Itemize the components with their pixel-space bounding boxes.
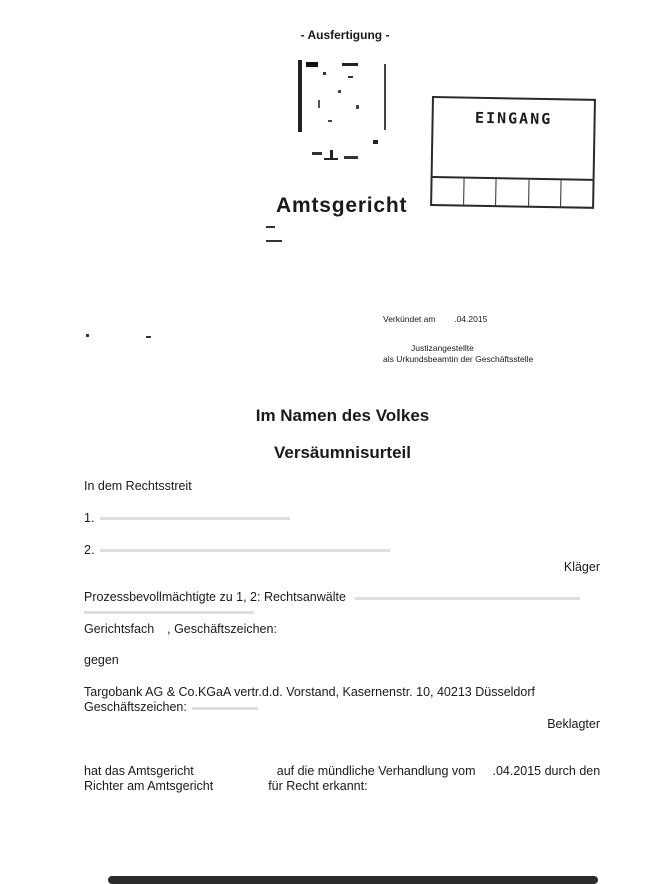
announcement-label: Verkündet am (383, 314, 436, 324)
decision-text: für Recht erkannt: (268, 779, 368, 793)
stamp-date-grid (432, 176, 592, 207)
party-2: 2. (84, 543, 95, 557)
copy-label: - Ausfertigung - (300, 28, 390, 42)
redaction-mark (192, 707, 258, 710)
redaction-mark (266, 226, 275, 228)
defendant-ref: Geschäftszeichen: (84, 700, 187, 714)
court-box-line (84, 622, 277, 636)
defendant-label: Beklagter (547, 717, 600, 731)
redaction-mark (86, 334, 89, 337)
court-box-ref: , Geschäftszeichen: (167, 622, 277, 636)
stamp-title: EINGANG (474, 108, 553, 129)
party-1: 1. (84, 511, 95, 525)
court-name: Amtsgericht (276, 194, 408, 217)
redaction-mark (266, 240, 282, 242)
clerk-block (383, 343, 533, 365)
redaction-mark (355, 597, 580, 600)
heading-im-namen: Im Namen des Volkes (255, 406, 430, 425)
announcement-date (383, 314, 487, 324)
decision-date: .04.2015 durch den (492, 764, 601, 778)
plaintiff-label: Kläger (563, 560, 600, 574)
clerk-role: Justizangestellte (411, 343, 474, 353)
decision-text: auf die mündliche Verhandlung vom (276, 764, 476, 778)
received-stamp (430, 96, 596, 209)
page-bottom-edge (108, 876, 598, 884)
redaction-mark (146, 336, 151, 338)
redaction-mark (84, 611, 254, 614)
redaction-mark (100, 549, 390, 552)
counsel-line: Prozessbevollmächtigte zu 1, 2: Rechtsanwälte (84, 590, 346, 604)
heading-versaeumnisurteil: Versäumnisurteil (273, 443, 411, 462)
versus-text: gegen (84, 653, 119, 667)
decision-text: Richter am Amtsgericht (84, 779, 214, 793)
decision-line-2 (84, 779, 368, 793)
intro-text: In dem Rechtsstreit (84, 479, 192, 493)
redaction-mark (100, 517, 290, 520)
clerk-role-line2: als Urkundsbeamtin der Geschäftsstelle (383, 354, 534, 364)
court-box-label: Gerichtsfach (84, 622, 155, 636)
defendant-name: Targobank AG & Co.KGaA vertr.d.d. Vorstand, Kasernenstr. 10, 40213 Düsseldorf (84, 685, 535, 699)
decision-text: hat das Amtsgericht (84, 764, 194, 778)
announcement-date-value: .04.2015 (454, 314, 488, 324)
court-seal-emblem (298, 60, 390, 164)
decision-line-1 (84, 764, 600, 778)
